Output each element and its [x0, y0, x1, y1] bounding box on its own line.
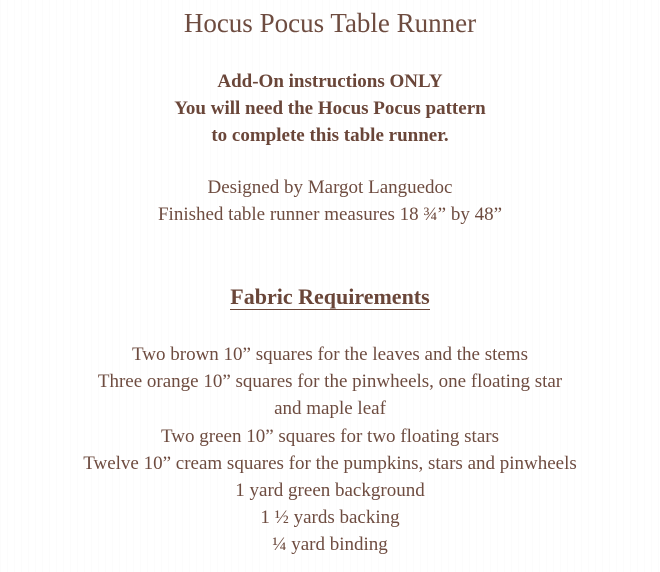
fabric-item: 1 ½ yards backing [260, 507, 400, 528]
fabric-item: Three orange 10” squares for the pinwheels, one floating star [97, 371, 563, 392]
fabric-item: Two green 10” squares for two floating stars [161, 426, 499, 447]
fabric-item: Two brown 10” squares for the leaves and the stems [132, 344, 528, 365]
fabric-item: Twelve 10” cream squares for the pumpkins, stars and pinwheels [83, 453, 577, 474]
addon-notice-line-1: Add-On instructions ONLY [217, 71, 443, 92]
document-title: Hocus Pocus Table Runner [183, 8, 477, 38]
fabric-requirements-heading [0, 286, 660, 310]
fabric-item: ¼ yard binding [272, 534, 388, 555]
fabric-item: and maple leaf [274, 398, 386, 419]
addon-notice-line-2: You will need the Hocus Pocus pattern [174, 98, 486, 119]
finished-size: Finished table runner measures 18 ¾” by 48” [157, 204, 503, 225]
fabric-item: 1 yard green background [235, 480, 425, 501]
designer-credit: Designed by Margot Languedoc [207, 177, 453, 198]
addon-notice-line-3: to complete this table runner. [211, 125, 449, 146]
fabric-requirements-heading-text: Fabric Requirements [230, 284, 430, 309]
